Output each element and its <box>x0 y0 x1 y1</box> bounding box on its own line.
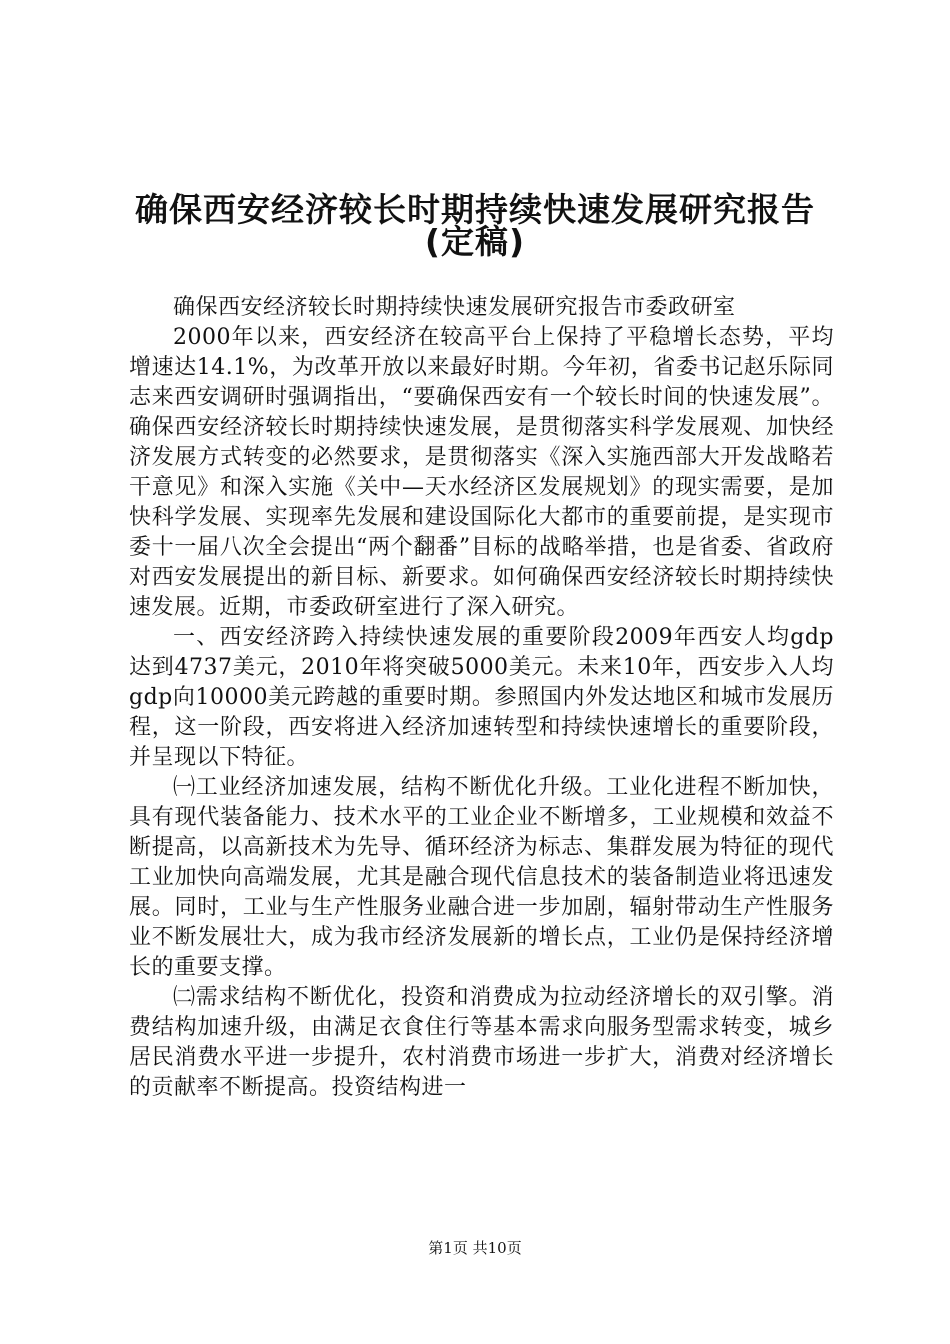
document-body <box>129 293 834 1103</box>
paragraph-item-2: ㈡需求结构不断优化，投资和消费成为拉动经济增长的双引擎。消费结构加速升级，由满足衣食住行等基本需求向服务型需求转变，城乡居民消费水平进一步提升，农村消费市场进一步扩大，消费对经济增长的贡献率不断提高。投资结构进一 <box>129 985 834 1100</box>
paragraph-item-1: ㈠工业经济加速发展，结构不断优化升级。工业化进程不断加快，具有现代装备能力、技术水平的工业企业不断增多，工业规模和效益不断提高，以高新技术为先导、循环经济为标志、集群发展为特征的现代工业加快向高端发展，尤其是融合现代信息技术的装备制造业将迅速发展。同时，工业与生产性服务业融合进一步加剧，辐射带动生产性服务业不断发展壮大，成为我市经济发展新的增长点，工业仍是保持经济增长的重要支撑。 <box>129 775 834 980</box>
document-subtitle: (定稿) <box>424 222 526 261</box>
paragraph-intro: 2000年以来，西安经济在较高平台上保持了平稳增长态势，平均增速达14.1%，为改革开放以来最好时期。今年初，省委书记赵乐际同志来西安调研时强调指出，“要确保西安有一个较长时间的快速发展”。确保西安经济较长时期持续快速发展，是贯彻落实科学发展观、加快经济发展方式转变的必然要求，是贯彻落实《深入实施西部大开发战略若干意见》和深入实施《关中—天水经济区发展规划》的现实需要，是加快科学发展、实现率先发展和建设国际化大都市的重要前提，是实现市委十一届八次全会提出“两个翻番”目标的战略举措，也是省委、省政府对西安发展提出的新目标、新要求。如何确保西安经济较长时期持续快速发展。近期，市委政研室进行了深入研究。 <box>129 325 834 620</box>
page-footer: 第1页 共10页 <box>428 1239 522 1257</box>
paragraph-section-1: 一、西安经济跨入持续快速发展的重要阶段2009年西安人均gdp达到4737美元，2010年将突破5000美元。未来10年，西安步入人均gdp向10000美元跨越的重要时期。参照国内外发达地区和城市发展历程，这一阶段，西安将进入经济加速转型和持续快速增长的重要阶段，并呈现以下特征。 <box>129 625 834 770</box>
paragraph-author: 确保西安经济较长时期持续快速发展研究报告市委政研室 <box>173 295 736 320</box>
document-title: 确保西安经济较长时期持续快速发展研究报告 <box>135 190 815 229</box>
